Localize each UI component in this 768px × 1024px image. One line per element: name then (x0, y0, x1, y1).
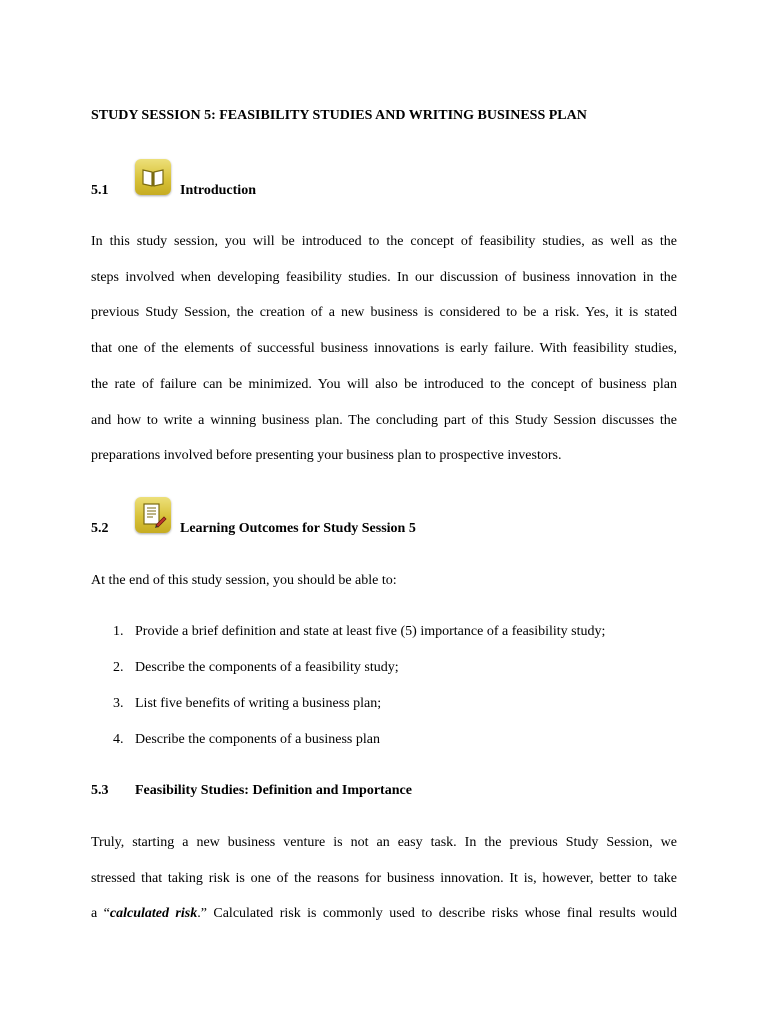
section-heading-text: Feasibility Studies: Definition and Importance (135, 783, 412, 798)
list-item-text: Provide a brief definition and state at least five (5) importance of a feasibility study; (135, 624, 606, 639)
list-item (91, 624, 691, 660)
list-item (91, 696, 691, 732)
intro-paragraph (91, 224, 677, 474)
paragraph-line: that one of the elements of successful business innovations is early failure. With feasibility studies, (91, 341, 677, 357)
paragraph-line: the rate of failure can be minimized. You will also be introduced to the concept of business plan (91, 376, 677, 392)
section-heading-text: Introduction (180, 183, 256, 198)
list-item-number: 3. (113, 696, 124, 711)
feasibility-paragraph (91, 825, 677, 932)
section-number: 5.3 (91, 783, 109, 798)
paragraph-line (91, 896, 677, 932)
list-item-text: List five benefits of writing a business plan; (135, 696, 382, 711)
session-title: STUDY SESSION 5: FEASIBILITY STUDIES AND WRITING BUSINESS PLAN (91, 108, 587, 123)
quote-open: a “ (91, 906, 110, 922)
paragraph-line: In this study session, you will be introduced to the concept of feasibility studies, as well as the (91, 234, 677, 249)
paragraph-line: Truly, starting a new business venture is not an easy task. In the previous Study Session, we (91, 835, 677, 850)
line-remainder: .” Calculated risk is commonly used to describe risks whose final results would (197, 906, 677, 922)
list-item (91, 660, 691, 696)
section-5-2-heading (91, 497, 691, 537)
book-icon (135, 159, 171, 195)
paragraph-line: steps involved when developing feasibility studies. In our discussion of business innovation in the (91, 269, 677, 285)
section-number: 5.1 (91, 183, 109, 198)
paragraph-line: stressed that taking risk is one of the reasons for business innovation. It is, however, better to take (91, 870, 677, 886)
list-item-text: Describe the components of a business plan (135, 732, 380, 747)
list-item-number: 1. (113, 624, 124, 639)
list-item-number: 2. (113, 660, 124, 675)
paragraph-line: preparations involved before presenting your business plan to prospective investors. (91, 448, 562, 464)
section-heading-text: Learning Outcomes for Study Session 5 (180, 521, 416, 536)
calculated-risk-term: calculated risk (109, 906, 198, 922)
list-item-number: 4. (113, 732, 124, 747)
learning-outcomes-list (91, 624, 691, 768)
section-5-3-heading (91, 759, 691, 799)
paragraph-line: previous Study Session, the creation of a new business is considered to be a risk. Yes, it is stated (91, 305, 677, 321)
outcomes-intro: At the end of this study session, you should be able to: (91, 573, 397, 588)
list-item-text: Describe the components of a feasibility study; (135, 660, 399, 675)
paragraph-line: and how to write a winning business plan. The concluding part of this Study Session discusses the (91, 412, 677, 428)
section-5-1-heading (91, 159, 691, 199)
section-number: 5.2 (91, 521, 109, 536)
notepad-pencil-icon (135, 497, 171, 533)
